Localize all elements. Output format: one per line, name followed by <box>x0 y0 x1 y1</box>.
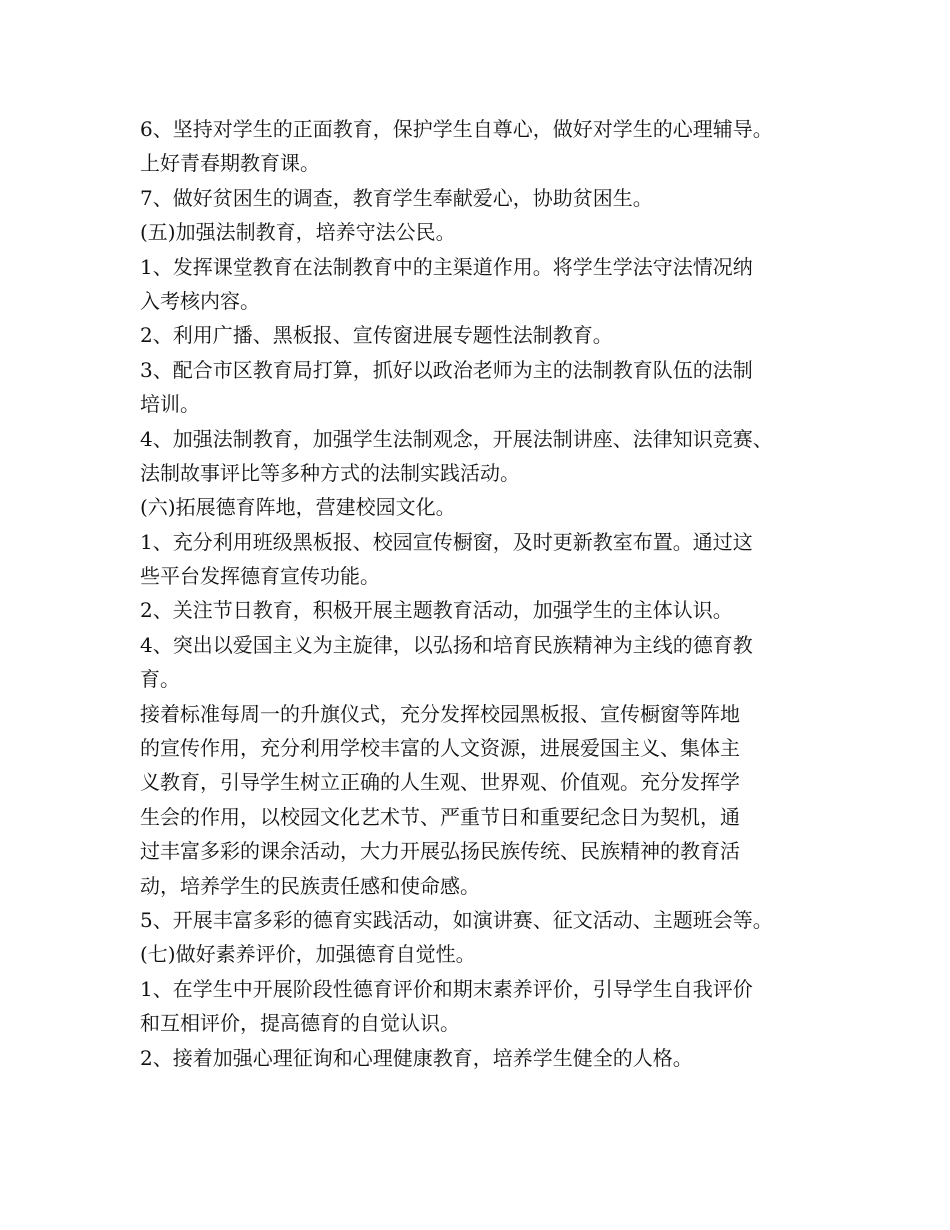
text-line: 4、突出以爱国主义为主旋律，以弘扬和培育民族精神为主线的德育教 <box>140 632 753 657</box>
document-body <box>140 112 830 1075</box>
text-line: 3、配合市区教育局打算，抓好以政治老师为主的法制教育队伍的法制 <box>140 357 753 382</box>
text-line: 6、坚持对学生的正面教育，保护学生自尊心，做好对学生的心理辅导。 <box>140 117 773 141</box>
text-line: 动，培养学生的民族责任感和使命感。 <box>140 873 480 898</box>
section-heading: (七)做好素养评价，加强德育自觉性。 <box>140 942 476 967</box>
text-line: 和互相评价，提高德育的自觉认识。 <box>140 1011 460 1036</box>
text-line: 1、在学生中开展阶段性德育评价和期末素养评价，引导学生自我评价 <box>140 976 753 1001</box>
text-line: 接着标准每周一的升旗仪式，充分发挥校园黑板报、宣传橱窗等阵地 <box>140 701 740 726</box>
text-line: 5、开展丰富多彩的德育实践活动，如演讲赛、征文活动、主题班会等。 <box>140 907 773 932</box>
text-line: 7、做好贫困生的调查，教育学生奉献爱心，协助贫困生。 <box>140 185 653 210</box>
text-line: 育。 <box>140 667 180 692</box>
text-line: 些平台发挥德育宣传功能。 <box>140 564 380 589</box>
text-line: 法制故事评比等多种方式的法制实践活动。 <box>140 460 520 485</box>
text-line: 2、接着加强心理征询和心理健康教育，培养学生健全的人格。 <box>140 1045 693 1070</box>
section-heading: (六)拓展德育阵地，营建校园文化。 <box>140 495 456 520</box>
section-heading: (五)加强法制教育，培养守法公民。 <box>140 220 456 245</box>
text-line: 2、关注节日教育，积极开展主题教育活动，加强学生的主体认识。 <box>140 598 733 623</box>
text-line: 义教育，引导学生树立正确的人生观、世界观、价值观。充分发挥学 <box>140 770 740 795</box>
text-line: 2、利用广播、黑板报、宣传窗进展专题性法制教育。 <box>140 323 613 348</box>
text-line: 1、发挥课堂教育在法制教育中的主渠道作用。将学生学法守法情况纳 <box>140 254 753 279</box>
text-line: 上好青春期教育课。 <box>140 151 320 176</box>
text-line: 的宣传作用，充分利用学校丰富的人文资源，进展爱国主义、集体主 <box>140 736 740 761</box>
text-line: 入考核内容。 <box>140 288 260 313</box>
text-line: 生会的作用，以校园文化艺术节、严重节日和重要纪念日为契机，通 <box>140 804 740 829</box>
text-line: 培训。 <box>140 392 200 417</box>
text-line: 4、加强法制教育，加强学生法制观念，开展法制讲座、法律知识竞赛、 <box>140 426 773 451</box>
text-line: 过丰富多彩的课余活动，大力开展弘扬民族传统、民族精神的教育活 <box>140 839 740 864</box>
text-line: 1、充分利用班级黑板报、校园宣传橱窗，及时更新教室布置。通过这 <box>140 529 753 554</box>
